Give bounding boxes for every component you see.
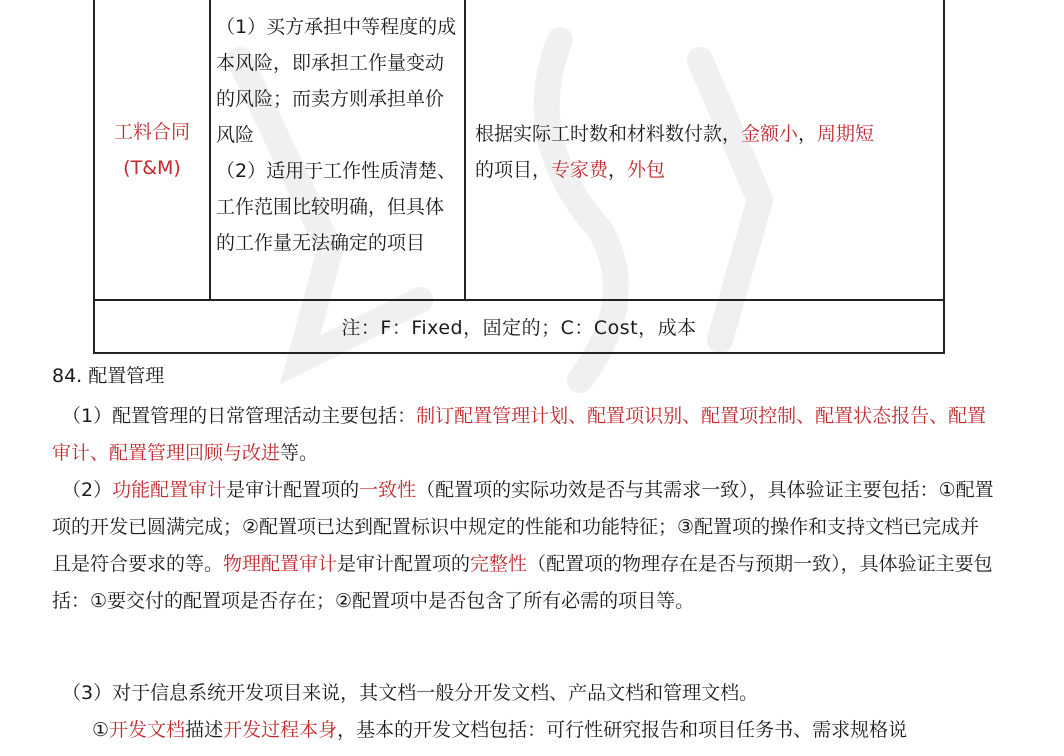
paragraph-text: （1）配置管理的日常管理活动主要包括： (62, 405, 417, 427)
highlight-text: 制订配置管理计划、配置项识别、配置项控制、配置状态报告、配置审计、配置管理回顾与改进 (52, 405, 987, 464)
usage-highlight: 周期短 (817, 123, 875, 145)
paragraph-text: （2） (62, 479, 113, 501)
column-divider (464, 0, 466, 301)
usage-text: 根据实际工时数和材料数付款， (475, 123, 742, 145)
contract-type-abbr: (T&M) (123, 156, 181, 179)
highlight-text: 完整性 (470, 553, 528, 575)
paragraph-1 (52, 398, 994, 472)
paragraph-4 (52, 712, 994, 749)
paragraph-text: ，基本的开发文档包括：可行性研究报告和项目任务书、需求规格说 (337, 719, 908, 741)
highlight-text: 一致性 (359, 479, 417, 501)
usage-separator: ， (608, 159, 628, 181)
paragraph-3: （3）对于信息系统开发项目来说，其文档一般分开发文档、产品文档和管理文档。 (62, 682, 759, 704)
column-divider (209, 0, 211, 301)
usage-highlight: 金额小 (741, 123, 799, 145)
paragraph-text: 是审计配置项的 (337, 553, 471, 575)
usage-highlight: 专家费 (551, 159, 609, 181)
table-note: 注：F：Fixed，固定的；C：Cost，成本 (341, 317, 697, 339)
highlight-text: 开发过程本身 (223, 719, 338, 741)
highlight-text: 物理配置审计 (223, 553, 338, 575)
paragraph-text: 描述 (185, 719, 224, 741)
usage-text: 的项目， (475, 159, 552, 181)
feature-item-2: （2）适用于工作性质清楚、工作范围比较明确，但具体的工作量无法确定的项目 (216, 160, 457, 254)
usage-highlight: 外包 (627, 159, 666, 181)
contract-type-cell (95, 0, 209, 301)
paragraph-text: （配置项的物理存在是否与预期一致），具体验证主要包括：①要交付的配置项是否存在；②配置项中是否包含了所有必需的项目等。 (52, 553, 993, 612)
contract-type-name: 工料合同 (113, 120, 190, 143)
section-heading: 84. 配置管理 (52, 365, 165, 387)
paragraph-2 (52, 472, 994, 620)
paragraph-text: 是审计配置项的 (226, 479, 360, 501)
contract-table (93, 0, 945, 354)
paragraph-text: （配置项的实际功效是否与其需求一致），具体验证主要包括：①配置项的开发已圆满完成；②配置项已达到配置标识中规定的性能和功能特征；③配置项的操作和支持文档已完成并且是符合要求的等。 (52, 479, 994, 575)
paragraph-text: 等。 (280, 442, 319, 464)
usage-cell (475, 116, 935, 188)
usage-separator: ， (798, 123, 818, 145)
paragraph-text: ① (92, 719, 110, 741)
highlight-text: 功能配置审计 (112, 479, 227, 501)
highlight-text: 开发文档 (109, 719, 186, 741)
feature-item-1: （1）买方承担中等程度的成本风险，即承担工作量变动的风险；而卖方则承担单价风险 (216, 16, 457, 146)
features-cell (216, 9, 458, 261)
